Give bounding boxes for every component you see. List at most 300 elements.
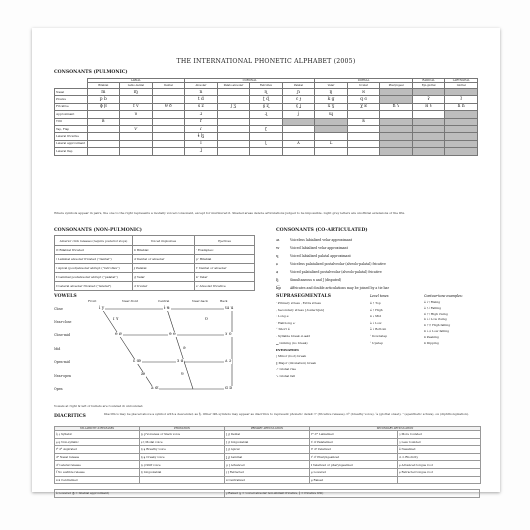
intonation-item: ↗ Global rise bbox=[276, 367, 296, 372]
consonant-cell bbox=[347, 125, 380, 132]
diacritic-cell: ẽ Nasalized bbox=[398, 446, 481, 454]
consonant-cell: n bbox=[185, 89, 218, 96]
consonant-cell bbox=[120, 96, 153, 103]
consonant-cell bbox=[217, 125, 250, 132]
diacritic-cell: t̻ d̻ Laminal bbox=[225, 453, 310, 461]
pulmonic-table bbox=[54, 78, 478, 156]
suprasegmental-item: . Syllable break ɹi.ækt bbox=[276, 333, 310, 338]
consonant-cell: χ ʁ bbox=[347, 103, 380, 110]
consonant-cell bbox=[380, 125, 413, 132]
nonpulmonic-cell: ǀ Laminal alveolar fricated ("dental") bbox=[55, 255, 133, 264]
consonant-cell bbox=[250, 133, 283, 140]
suprasegmentals-heading: SUPRASEGMENTALS bbox=[276, 294, 331, 299]
chart-title: THE INTERNATIONAL PHONETIC ALPHABET (2005) bbox=[176, 58, 356, 65]
consonant-cell: ɲ bbox=[282, 89, 315, 96]
diacritic-group-header: SECONDARY ARTICULATION bbox=[310, 427, 481, 431]
diacritics-intro: Diacritics may be placed above a symbol with a descender, as ŋ̊. Other IPA symbols may appear as diacritics to represent phonetic detail: tˢ (fricative release), bʱ (breathy voice), ˀa (glottal onset), ᵊ (epenthetic schwa), oʊ (diphthongization). bbox=[104, 412, 470, 416]
coarticulated-glyph: ʑ bbox=[276, 269, 279, 274]
consonant-cell: ɾ bbox=[185, 125, 218, 132]
diacritic-cell: ë Centralized bbox=[225, 476, 310, 484]
coarticulated-text: Voiced labialized velar approximant bbox=[290, 246, 348, 250]
table-row bbox=[55, 264, 255, 273]
consonant-cell: ʎ bbox=[282, 140, 315, 147]
consonant-cell bbox=[380, 148, 413, 155]
coarticulated-text: Voiceless palatalized postalveolar (alveolo-palatal) fricative bbox=[290, 262, 386, 266]
place-header: Velar bbox=[315, 83, 348, 89]
table-row bbox=[55, 89, 478, 96]
place-header: Uvular bbox=[347, 83, 380, 89]
contour-tone-item: e᷈ Peaking bbox=[424, 334, 439, 339]
consonant-cell bbox=[120, 133, 153, 140]
vowel-glyph: æ bbox=[141, 372, 146, 377]
diacritics-footer bbox=[54, 489, 480, 498]
table-row bbox=[55, 476, 481, 484]
nonpulmonic-cell: ǃ Apical (post)alveolar abrupt ("retroflex") bbox=[55, 264, 133, 273]
coarticulated-glyph: ɕ bbox=[276, 261, 279, 266]
diacritic-cell: tʲ dʲ Palatalized bbox=[310, 438, 398, 446]
consonant-cell: x ɣ bbox=[315, 103, 348, 110]
level-tone-item: é ˦ High bbox=[370, 307, 383, 312]
level-tones-list bbox=[370, 300, 422, 346]
contour-tone-item: e᷄ ˦˥ High rising bbox=[424, 311, 448, 316]
table-row bbox=[55, 140, 478, 147]
diacritic-footer-right: ɹ̝ Raised (ɹ̝ = voiced alveolar non-sibilant fricative, ɹ̝̊ = fricative trill) bbox=[225, 490, 480, 498]
consonant-cell bbox=[347, 133, 380, 140]
vowel-height-label: Near-open bbox=[54, 374, 72, 378]
table-row bbox=[55, 118, 478, 125]
diacritic-footer-left: e̽ Lowered (β̞ = bilabial approximant) bbox=[55, 490, 225, 498]
coarticulated-text: Voiceless labialized velar approximant bbox=[290, 238, 352, 242]
nonpulmonic-cell: ǂ Laminal postalveolar abrupt ("palatal") bbox=[55, 273, 133, 282]
vowel-glyph: ɛ œ bbox=[133, 359, 142, 364]
consonant-cell: ɺ bbox=[185, 148, 218, 155]
consonant-cell: ħ ʕ bbox=[380, 103, 413, 110]
vowel-chart bbox=[54, 299, 264, 403]
consonant-cell bbox=[120, 118, 153, 125]
consonant-cell bbox=[87, 111, 120, 118]
diacritic-cell: e̞ Lowered bbox=[310, 468, 398, 476]
nonpulmonic-table-wrap bbox=[54, 235, 255, 291]
place-header: Labio-dental bbox=[120, 83, 153, 89]
consonant-cell bbox=[217, 140, 250, 147]
consonant-cell: ʋ bbox=[120, 111, 153, 118]
manner-label: Lateral flap bbox=[55, 148, 88, 155]
vowel-trapezoid-lines bbox=[102, 309, 232, 389]
diacritic-cell: e̘ Advanced tongue root bbox=[398, 461, 481, 469]
consonant-cell: ʙ bbox=[87, 118, 120, 125]
nonpulmonic-cell: ʼ Examples: bbox=[195, 246, 255, 255]
nonpulmonic-cell: kʼ Velar bbox=[195, 273, 255, 282]
diacritic-cell: i̠ t̠ Retracted bbox=[225, 468, 310, 476]
consonant-cell bbox=[87, 125, 120, 132]
diacritic-cell: t̼ d̼ Linguolabial bbox=[225, 438, 310, 446]
vowels-heading: VOWELS bbox=[54, 294, 77, 299]
diacritics-heading: DIACRITICS bbox=[54, 414, 86, 419]
consonant-cell: θ ð bbox=[152, 103, 185, 110]
diacritic-cell: ŋ̍ ɹ̩ Syllabic bbox=[55, 431, 140, 439]
place-header: Dental bbox=[152, 83, 185, 89]
consonant-cell: ɻ bbox=[250, 111, 283, 118]
consonant-cell bbox=[315, 125, 348, 132]
consonant-cell bbox=[152, 96, 185, 103]
manner-label: Trill bbox=[55, 118, 88, 125]
table-row bbox=[55, 125, 478, 132]
consonant-cell bbox=[445, 111, 478, 118]
diacritic-cell: t̪ d̪ Dental bbox=[225, 431, 310, 439]
diacritic-cell: b̰ a̰ Creaky voice bbox=[140, 453, 225, 461]
consonant-cell: ʜ ʢ bbox=[412, 103, 445, 110]
consonant-cell bbox=[152, 148, 185, 155]
table-row bbox=[55, 438, 481, 446]
consonant-cell bbox=[152, 89, 185, 96]
vowel-glyph: ɨ ʉ bbox=[164, 306, 170, 311]
contour-tones-list bbox=[424, 300, 486, 346]
diacritic-cell: ɔ̜ Less rounded bbox=[398, 438, 481, 446]
diacritic-cell: ṣ ṭ Modal voice bbox=[140, 438, 225, 446]
vowel-height-label: Open-mid bbox=[54, 360, 70, 364]
vowel-column-label: Back bbox=[220, 299, 228, 303]
vowel-glyph: ə bbox=[183, 346, 186, 351]
consonant-cell bbox=[282, 148, 315, 155]
contour-tone-item: ě ˩˥ Rising bbox=[424, 300, 441, 304]
nonpulmonic-header: Voiced implosives bbox=[133, 236, 195, 246]
consonant-cell bbox=[445, 133, 478, 140]
list-item bbox=[276, 268, 486, 276]
consonant-cell bbox=[445, 148, 478, 155]
intonation-heading: INTONATION bbox=[276, 348, 299, 352]
diacritic-cell: tʰ dʰ Aspirated bbox=[55, 446, 140, 454]
suprasegmental-item: ‿ Linking (no break) bbox=[276, 340, 308, 345]
consonant-cell bbox=[412, 133, 445, 140]
consonant-cell bbox=[87, 140, 120, 147]
table-row bbox=[55, 273, 255, 282]
diacritics-table-wrap bbox=[54, 426, 481, 484]
consonant-cell bbox=[315, 133, 348, 140]
vowel-glyph: ɜ ɞ bbox=[177, 359, 184, 364]
diacritic-cell: e̝ Raised bbox=[310, 476, 398, 484]
diacritic-cell: tˤ dˤ Pharyngealized bbox=[310, 453, 398, 461]
place-header: Glottal bbox=[445, 83, 478, 89]
manner-label: Plosive bbox=[55, 96, 88, 103]
vowel-column-label: Near-front bbox=[122, 299, 139, 303]
vowel-glyph: ʌ ɔ bbox=[225, 359, 232, 364]
consonant-cell: s z bbox=[185, 103, 218, 110]
consonant-cell: j bbox=[282, 111, 315, 118]
consonant-cell bbox=[217, 96, 250, 103]
diacritic-cell: tʷ dʷ Labialized bbox=[310, 431, 398, 439]
vowel-glyph: e ø bbox=[115, 332, 122, 337]
nonpulmonic-header: Ejectives bbox=[195, 236, 255, 246]
place-header: Retroflex bbox=[250, 83, 283, 89]
vowel-glyph: a ɶ bbox=[151, 386, 159, 391]
contour-tone-item: e᷉ ˨˧˨ Low falling bbox=[424, 328, 450, 333]
nonpulmonic-cell: ɓ Bilabial bbox=[133, 246, 195, 255]
table-row bbox=[55, 111, 478, 118]
consonant-cell bbox=[87, 148, 120, 155]
nonpulmonic-cell: sʼ Alveolar fricative bbox=[195, 282, 255, 291]
place-header: Palatal bbox=[282, 83, 315, 89]
level-tones-heading: Level tones bbox=[370, 294, 389, 298]
vowel-glyph: ɐ bbox=[181, 372, 184, 377]
table-row bbox=[55, 282, 255, 291]
list-item bbox=[276, 236, 486, 244]
nonpulmonic-cell: ɠ Velar bbox=[133, 273, 195, 282]
coarticulated-text: Affricates and double articulations may be joined by a tie bar bbox=[290, 286, 389, 290]
vowel-height-label: Near-close bbox=[54, 320, 72, 324]
consonant-cell bbox=[380, 96, 413, 103]
table-row bbox=[55, 431, 481, 439]
group-header: LABIAL bbox=[87, 79, 185, 83]
consonant-cell bbox=[380, 133, 413, 140]
diacritic-cell: e̯ ʊ̯ Non-syllabic bbox=[55, 438, 140, 446]
consonant-cell bbox=[412, 140, 445, 147]
vowel-height-label: Open bbox=[54, 387, 63, 391]
contour-tones-heading: Contour-tone examples: bbox=[424, 294, 463, 298]
consonant-cell: ɭ bbox=[250, 140, 283, 147]
consonant-cell bbox=[152, 111, 185, 118]
diacritic-cell bbox=[140, 476, 225, 484]
nonpulmonic-cell: ʄ Palatal bbox=[133, 264, 195, 273]
coarticulated-glyph: ɧ bbox=[276, 277, 279, 282]
consonant-cell bbox=[152, 118, 185, 125]
vowel-height-label: Mid bbox=[54, 347, 61, 351]
table-row bbox=[55, 461, 481, 469]
coarticulated-text: Voiced palatalized postalveolar (alveolo-palatal) fricative bbox=[290, 270, 382, 274]
place-header: Pharyngeal bbox=[380, 83, 413, 89]
consonant-cell: ɽ bbox=[250, 125, 283, 132]
diacritic-cell: ɔ̹ More rounded bbox=[398, 431, 481, 439]
diacritic-cell: tˠ dˠ Velarized bbox=[310, 446, 398, 454]
suprasegmental-item: ː Long eː bbox=[276, 314, 290, 319]
consonant-cell: ʔ bbox=[445, 96, 478, 103]
level-tone-item: ӗ ˥ Top bbox=[370, 301, 381, 305]
consonant-cell: ç ʝ bbox=[282, 103, 315, 110]
consonant-cell bbox=[380, 89, 413, 96]
nonpulmonic-heading: CONSONANTS (NON-PULMONIC) bbox=[54, 228, 142, 233]
consonant-cell: ɬ ɮ bbox=[185, 133, 218, 140]
pulmonic-table-wrap bbox=[54, 78, 478, 156]
consonant-cell: ʀ bbox=[347, 118, 380, 125]
place-header: Palato-alveolar bbox=[217, 83, 250, 89]
table-row bbox=[55, 255, 255, 264]
consonant-cell bbox=[217, 111, 250, 118]
consonant-cell: f v bbox=[120, 103, 153, 110]
suprasegmental-item: ˈ Primary stress ˌ Extra stress bbox=[276, 301, 321, 305]
consonant-cell bbox=[412, 111, 445, 118]
intonation-item: | Minor (foot) break bbox=[276, 354, 307, 358]
suprasegmental-item: ˘ Short ĕ bbox=[276, 327, 290, 332]
consonant-cell: ɱ bbox=[120, 89, 153, 96]
vowel-glyph: ɯ u bbox=[225, 306, 234, 311]
consonant-cell bbox=[152, 125, 185, 132]
consonant-cell: h ɦ bbox=[445, 103, 478, 110]
consonant-cell bbox=[152, 133, 185, 140]
consonant-cell: ʡ bbox=[412, 96, 445, 103]
vowel-glyph: ɑ ɒ bbox=[225, 386, 233, 391]
intonation-item: ‖ Major (intonation) break bbox=[276, 360, 316, 365]
consonant-cell: ʂ ʐ bbox=[250, 103, 283, 110]
diacritic-group-header: PRIMARY ARTICULATION bbox=[225, 427, 310, 431]
vowel-column-label: Central bbox=[158, 299, 170, 303]
manner-label: Approximant bbox=[55, 111, 88, 118]
coarticulated-glyph: ɥ bbox=[276, 253, 279, 258]
consonant-cell bbox=[217, 133, 250, 140]
contour-tone-item: e᷈ ˦˥˦ High falling bbox=[424, 323, 451, 328]
diacritic-cell: ɓ̰ Linguolabial bbox=[140, 468, 225, 476]
consonant-cell bbox=[412, 125, 445, 132]
consonant-cell: ɰ bbox=[315, 111, 348, 118]
coarticulated-heading: CONSONANTS (CO-ARTICULATED) bbox=[276, 228, 368, 233]
nonpulmonic-cell: tʼ Dental or alveolar bbox=[195, 264, 255, 273]
consonant-cell: ɹ bbox=[185, 111, 218, 118]
coarticulated-glyph: k͡p bbox=[276, 285, 281, 290]
manner-label: Nasal bbox=[55, 89, 88, 96]
consonant-cell: r bbox=[185, 118, 218, 125]
consonant-cell bbox=[315, 118, 348, 125]
manner-label: Lateral fricative bbox=[55, 133, 88, 140]
consonant-cell: ʟ bbox=[315, 140, 348, 147]
diacritic-cell: n̬ d̬ Stiff voice bbox=[140, 461, 225, 469]
consonant-cell bbox=[347, 111, 380, 118]
diacritic-cell: dⁿ Nasal release bbox=[55, 453, 140, 461]
table-row bbox=[55, 103, 478, 110]
level-tone-item: ē ˧ Mid bbox=[370, 314, 382, 319]
diacritic-cell: n̥ d̥ Voiceless or Slack voice bbox=[140, 431, 225, 439]
diacritic-cell: ɫ Velarized or pharyngealized bbox=[310, 461, 398, 469]
group-header: CORONAL bbox=[185, 79, 315, 83]
consonant-cell bbox=[412, 148, 445, 155]
consonant-cell bbox=[87, 133, 120, 140]
consonant-cell bbox=[380, 118, 413, 125]
manner-label: Lateral approximant bbox=[55, 140, 88, 147]
vowel-glyph: ɘ ɵ bbox=[169, 332, 176, 337]
table-row bbox=[55, 148, 478, 155]
nonpulmonic-cell: pʼ Bilabial bbox=[195, 255, 255, 264]
coarticulated-glyph: w bbox=[276, 245, 280, 250]
consonant-cell bbox=[120, 148, 153, 155]
vowel-height-label: Close bbox=[54, 307, 63, 311]
level-tone-item: ꜛ Upstep bbox=[370, 340, 383, 345]
consonant-cell bbox=[250, 118, 283, 125]
manner-label: Fricative bbox=[55, 103, 88, 110]
consonant-cell: t d bbox=[185, 96, 218, 103]
diacritic-cell: ɚ ɝ Rhoticity bbox=[398, 453, 481, 461]
diacritic-cell: u̟ t̟ Advanced bbox=[225, 461, 310, 469]
ipa-chart-poster bbox=[32, 28, 500, 496]
vowel-height-label: Close-mid bbox=[54, 333, 71, 337]
consonant-cell bbox=[152, 140, 185, 147]
consonant-cell bbox=[445, 118, 478, 125]
consonant-cell bbox=[445, 140, 478, 147]
consonant-cell bbox=[347, 148, 380, 155]
consonant-cell: q ɢ bbox=[347, 96, 380, 103]
coarticulated-glyph: ʍ bbox=[276, 237, 280, 242]
list-item bbox=[276, 244, 486, 252]
nonpulmonic-cell: ʛ Uvular bbox=[133, 282, 195, 291]
group-header: RADICAL bbox=[412, 79, 445, 83]
table-row bbox=[55, 133, 478, 140]
nonpulmonic-table bbox=[54, 235, 255, 291]
nonpulmonic-header: Anterior click releases (require posterior stops) bbox=[55, 236, 133, 246]
consonant-cell: ɳ bbox=[250, 89, 283, 96]
nonpulmonic-cell: ʘ Bilabial fricated bbox=[55, 246, 133, 255]
consonant-cell bbox=[315, 148, 348, 155]
consonant-cell bbox=[445, 125, 478, 132]
consonant-cell: ʈ ɖ bbox=[250, 96, 283, 103]
consonant-cell: c ɟ bbox=[282, 96, 315, 103]
place-header: Bilabial bbox=[87, 83, 120, 89]
table-row bbox=[55, 446, 481, 454]
list-item bbox=[276, 284, 486, 292]
coarticulated-text: Voiced labialized palatal approximant bbox=[290, 254, 351, 258]
suprasegmental-item: ˑ Half-long eˑ bbox=[276, 320, 296, 325]
consonant-cell bbox=[217, 148, 250, 155]
table-row bbox=[55, 453, 481, 461]
nonpulmonic-header-row bbox=[55, 236, 255, 246]
diacritic-cell: t̚ No audible release bbox=[55, 468, 140, 476]
consonant-cell: ɸ β bbox=[87, 103, 120, 110]
consonant-cell: ŋ bbox=[315, 89, 348, 96]
coarticulated-text: Simultaneous x and ʃ (disputed) bbox=[290, 278, 342, 282]
list-item bbox=[276, 276, 486, 284]
suprasegmentals-list bbox=[276, 300, 366, 346]
consonant-cell: ʃ ʒ bbox=[217, 103, 250, 110]
consonant-cell bbox=[347, 140, 380, 147]
consonant-cell bbox=[412, 89, 445, 96]
consonant-cell: l bbox=[185, 140, 218, 147]
consonant-cell bbox=[380, 140, 413, 147]
diacritic-cell: b̤ a̤ Breathy voice bbox=[140, 446, 225, 454]
table-row bbox=[55, 468, 481, 476]
intonation-list bbox=[276, 353, 366, 379]
consonant-cell: ⱱ bbox=[120, 125, 153, 132]
group-header: DORSAL bbox=[315, 79, 413, 83]
consonant-cell bbox=[445, 89, 478, 96]
vowel-glyph: ɪ ʏ bbox=[113, 317, 119, 322]
consonant-cell bbox=[282, 133, 315, 140]
consonant-cell: m bbox=[87, 89, 120, 96]
diacritic-cell: ë ä Centralized bbox=[55, 476, 140, 484]
consonant-cell bbox=[217, 118, 250, 125]
vowel-glyph: i y bbox=[99, 306, 105, 311]
consonant-cell bbox=[282, 125, 315, 132]
pulmonic-heading: CONSONANTS (PULMONIC) bbox=[54, 70, 128, 75]
place-header: Alveolar bbox=[185, 83, 218, 89]
vowels-note: Vowels at right & left of bullets are rounded & unrounded. bbox=[54, 404, 144, 408]
contour-tone-item: e᷉ Dipping bbox=[424, 340, 439, 345]
consonant-cell bbox=[380, 111, 413, 118]
coarticulated-list bbox=[276, 236, 486, 292]
level-tone-item: ꜜ Downstep bbox=[370, 333, 388, 338]
pulmonic-footnote: Where symbols appear in pairs, the one to the right represents a modally voiced consonant, except for murmured ɦ. Shaded areas denote articulations judged to be impossible. Light grey letters are unofficial extensions of the IPA. bbox=[54, 211, 406, 215]
diacritic-group-header: PHONATION bbox=[140, 427, 225, 431]
consonant-cell: p b bbox=[87, 96, 120, 103]
diacritic-cell: t̺ d̺ Apical bbox=[225, 446, 310, 454]
place-header: Epi-glottal bbox=[412, 83, 445, 89]
diacritic-cell: e̙ Retracted tongue root bbox=[398, 468, 481, 476]
vowel-glyph: ɤ o bbox=[225, 332, 232, 337]
list-item bbox=[276, 252, 486, 260]
vowel-glyph: ʊ bbox=[205, 317, 208, 322]
nonpulmonic-cell: ɗ Dental or alveolar bbox=[133, 255, 195, 264]
consonant-cell bbox=[282, 118, 315, 125]
consonant-cell bbox=[217, 89, 250, 96]
consonant-cell bbox=[412, 118, 445, 125]
vowel-column-label: Near-back bbox=[192, 299, 208, 303]
diacritics-table bbox=[54, 426, 481, 484]
consonant-cell: k ɡ bbox=[315, 96, 348, 103]
list-item bbox=[276, 260, 486, 268]
